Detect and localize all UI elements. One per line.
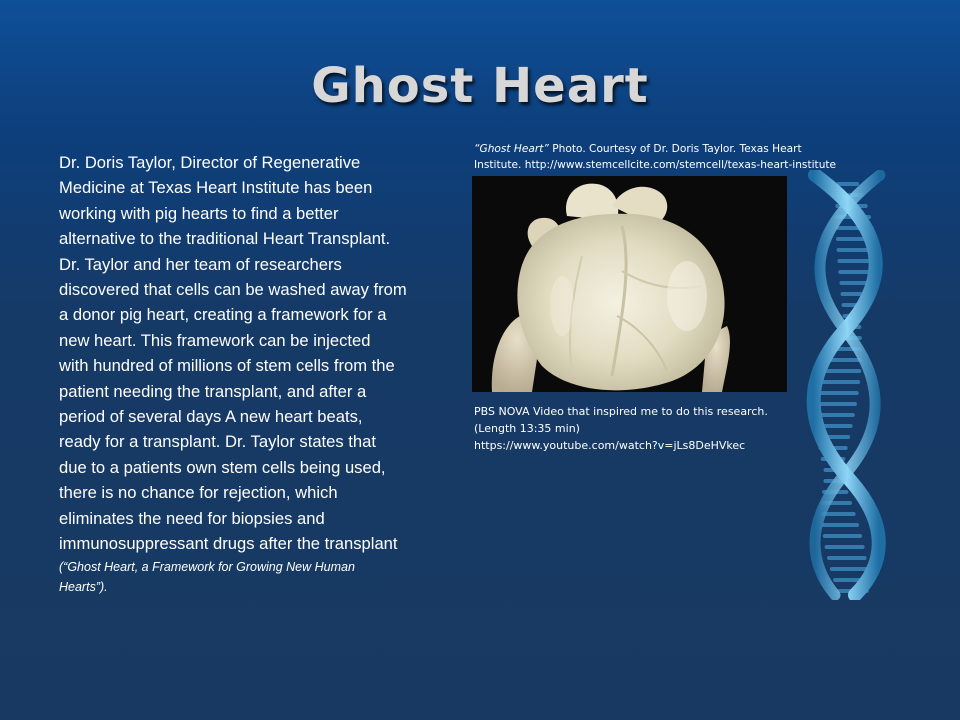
dna-rung	[830, 567, 868, 571]
citation	[59, 557, 469, 597]
body-line: eliminates the need for biopsies and	[59, 508, 325, 528]
body-line: working with pig hearts to find a better	[59, 203, 339, 223]
ghost-heart-photo	[472, 176, 787, 392]
body-line: with hundred of millions of stem cells from the	[59, 356, 395, 376]
body-line: discovered that cells can be washed away from	[59, 280, 407, 300]
dna-rung	[822, 523, 859, 527]
body-paragraph	[59, 150, 469, 597]
body-line: a donor pig heart, creating a framework for a	[59, 305, 387, 325]
slide-title: Ghost Heart	[311, 58, 649, 114]
dna-rung	[823, 534, 862, 538]
body-line: Dr. Taylor and her team of researchers	[59, 254, 342, 274]
body-line: immunosuppressant drugs after the transplant	[59, 534, 398, 554]
body-line: Medicine at Texas Heart Institute has been	[59, 178, 373, 198]
video-note-line: (Length 13:35 min)	[474, 422, 580, 435]
body-line: Dr. Doris Taylor, Director of Regenerative	[59, 153, 361, 172]
citation-title-line1: “Ghost Heart, a Framework for Growing New Human	[63, 559, 355, 574]
dna-rung	[825, 545, 865, 549]
body-line: alternative to the traditional Heart Transplant.	[59, 229, 391, 249]
photo-credit-text: Photo. Courtesy of Dr. Doris Taylor. Texas Heart	[548, 143, 802, 155]
video-link[interactable]: https://www.youtube.com/watch?v=jLs8DeHVkec	[474, 439, 746, 452]
dna-helix-graphic	[795, 170, 895, 600]
body-line: there is no chance for rejection, which	[59, 483, 338, 503]
photo-credit-title: “Ghost Heart”	[474, 143, 549, 155]
body-line: ready for a transplant. Dr. Taylor states that	[59, 432, 376, 452]
body-line: period of several days A new heart beats,	[59, 407, 363, 427]
ghost-heart-image	[472, 176, 787, 392]
video-note	[474, 403, 804, 454]
photo-credit	[474, 141, 864, 173]
video-note-line: PBS NOVA Video that inspired me to do this research.	[474, 405, 768, 418]
photo-credit-url: Institute. http://www.stemcellcite.com/stemcell/texas-heart-institute	[474, 159, 837, 171]
dna-rung	[836, 182, 859, 186]
dna-rung	[827, 556, 867, 560]
dna-rung	[825, 369, 862, 373]
citation-close: ).	[99, 579, 108, 594]
citation-title-line2: Hearts”	[59, 579, 100, 594]
dna-rung	[821, 380, 860, 384]
citation-open: (	[59, 559, 64, 574]
body-line: patient needing the transplant, and after a	[59, 381, 367, 401]
dna-rung	[817, 402, 857, 406]
dna-rung	[828, 358, 861, 362]
dna-rung	[819, 391, 859, 395]
body-line: due to a patients own stem cells being used,	[59, 457, 386, 477]
body-line: new heart. This framework can be injected	[59, 330, 371, 350]
dna-helix-icon	[795, 170, 895, 600]
